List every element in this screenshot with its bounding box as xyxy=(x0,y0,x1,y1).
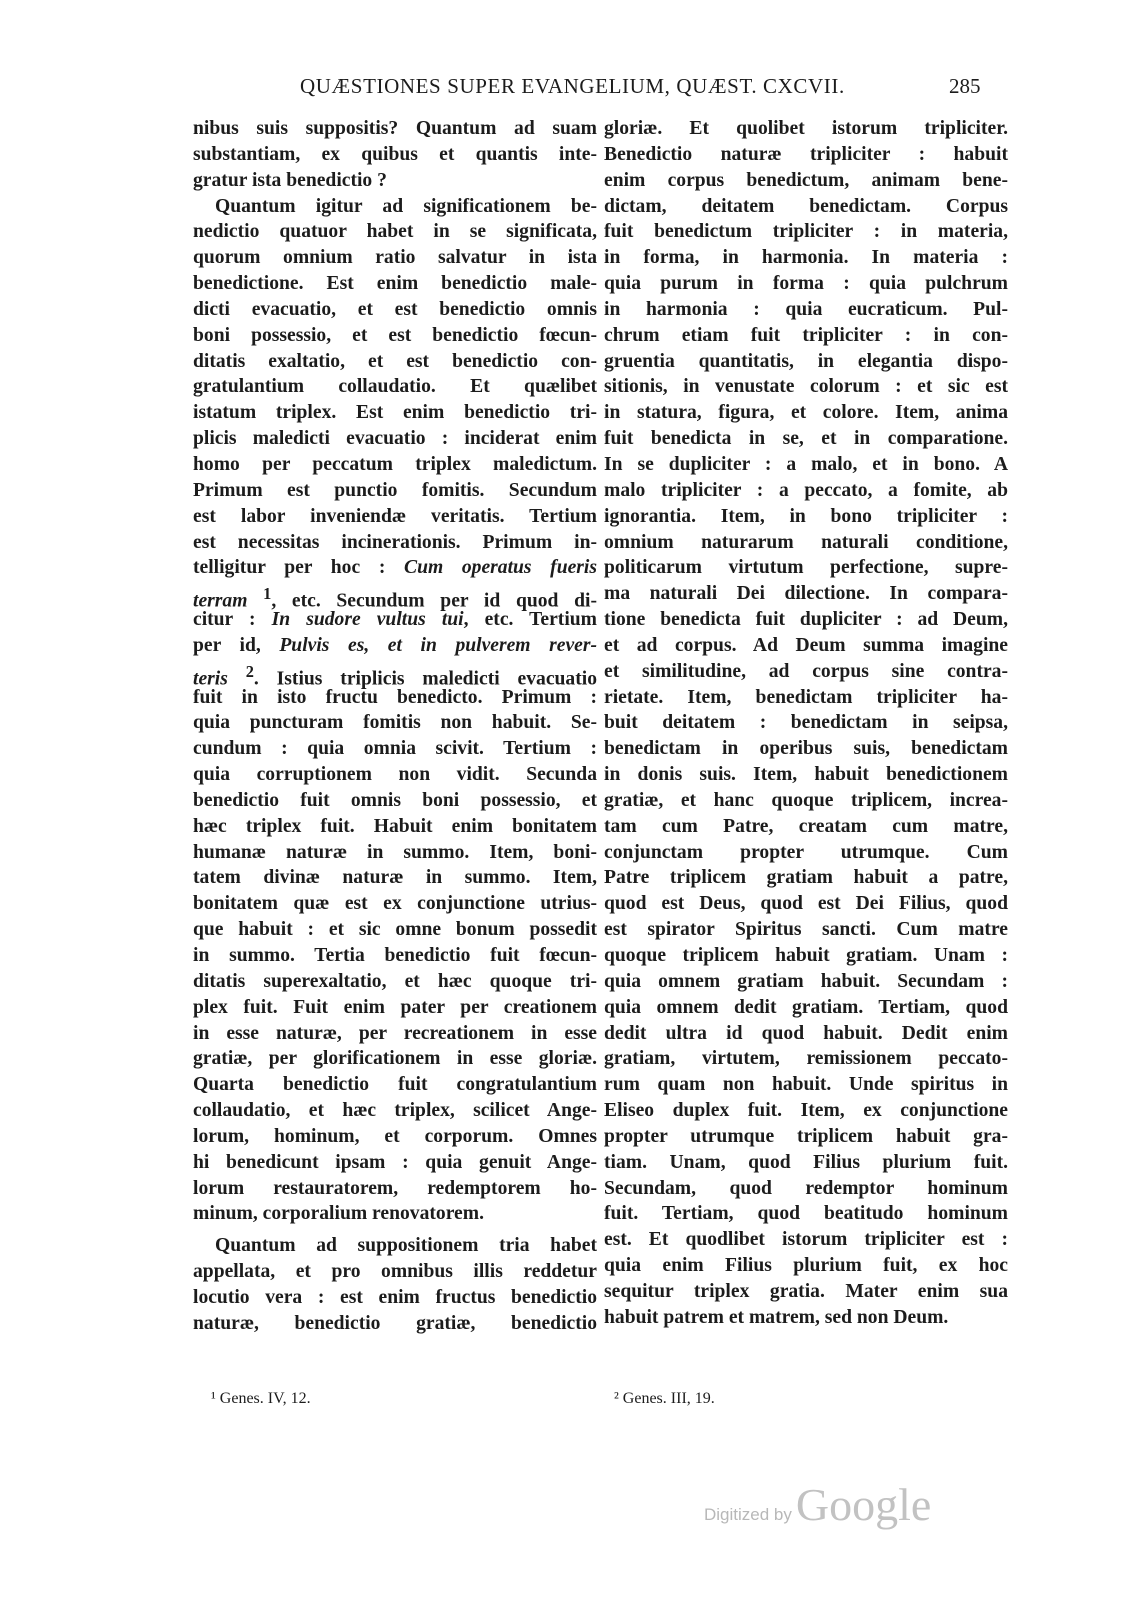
text-line: bonitatem quæ est ex conjunctione utrius- xyxy=(193,893,597,915)
text-line: est labor inveniendæ veritatis. Tertium xyxy=(193,505,597,527)
text-line: Quantum ad suppositionem tria habet xyxy=(215,1235,597,1257)
text-line: propter utrumque triplicem habuit gra- xyxy=(604,1125,1008,1147)
text-line: quoque triplicem habuit gratiam. Unam : xyxy=(604,945,1008,966)
text-line: terram $^1$, etc. Secundum per id quod di- xyxy=(193,584,598,612)
text-line: istatum triplex. Est enim benedictio tri- xyxy=(193,402,597,424)
text-line: Quantum igitur ad significationem be- xyxy=(215,195,597,217)
text-line: malo tripliciter : a peccato, a fomite, ab xyxy=(604,479,1008,501)
text-line: tam cum Patre, creatam cum matre, xyxy=(604,815,1008,837)
text-line: conjunctam propter utrumque. Cum xyxy=(604,841,1008,863)
text-line: est. Et quodlibet istorum tripliciter est : xyxy=(604,1229,1008,1251)
text-line: ignorantia. Item, in bono tripliciter : xyxy=(604,505,1008,527)
footnote-1: ¹ Genes. IV, 12. xyxy=(211,1390,311,1407)
text-line: rum quam non habuit. Unde spiritus in xyxy=(604,1074,1008,1096)
text-line: politicarum virtutum perfectione, supre- xyxy=(604,557,1008,579)
text-line: plex fuit. Fuit enim pater per creationem xyxy=(193,996,597,1018)
text-line: tione benedicta fuit dupliciter : ad Deum, xyxy=(604,609,1008,631)
text-line: boni possessio, et est benedictio fœcun- xyxy=(193,324,597,346)
text-line: Benedictio naturæ tripliciter : habuit xyxy=(604,143,1008,165)
text-line: nibus suis suppositis? Quantum ad suam xyxy=(193,118,597,139)
text-line: chrum etiam fuit tripliciter : in con- xyxy=(604,324,1008,346)
text-line: appellata, et pro omnibus illis reddetur xyxy=(193,1261,597,1283)
text-line: quia omnem gratiam habuit. Secundam : xyxy=(604,970,1008,992)
text-line: substantiam, ex quibus et quantis inte- xyxy=(193,143,597,165)
text-line: telligitur per hoc : Cum operatus fueris xyxy=(193,557,597,579)
text-line: dicti evacuatio, et est benedictio omnis xyxy=(193,298,597,320)
text-line: citur : In sudore vultus tui, etc. Tertium xyxy=(193,609,597,631)
text-line: per id, Pulvis es, et in pulverem rever- xyxy=(193,634,597,656)
google-logo: Google xyxy=(795,1479,932,1530)
text-line: in statura, figura, et colore. Item, anima xyxy=(604,402,1008,424)
text-line: Secundam, quod redemptor hominum xyxy=(604,1177,1008,1199)
text-line: gratiam, virtutem, remissionem peccato- xyxy=(604,1048,1008,1070)
text-line: collaudatio, et hæc triplex, scilicet Ange- xyxy=(193,1100,597,1122)
text-line: quorum omnium ratio salvatur in ista xyxy=(193,247,597,269)
text-line: gratiæ, et hanc quoque triplicem, increa- xyxy=(604,789,1008,811)
text-line: sitionis, in venustate colorum : et sic est xyxy=(604,376,1008,398)
text-line: quia puncturam fomitis non habuit. Se- xyxy=(193,712,597,734)
text-line: gruentia quantitatis, in elegantia dispo- xyxy=(604,350,1008,372)
text-line: in summo. Tertia benedictio fuit fœcun- xyxy=(193,945,597,966)
left-text-column xyxy=(193,116,597,1337)
text-line: fuit in isto fructu benedicto. Primum : xyxy=(193,686,597,708)
text-line: gratur ista benedictio ? xyxy=(193,169,387,191)
digitized-watermark xyxy=(704,1478,931,1531)
text-line: in harmonia : quia eucraticum. Pul- xyxy=(604,298,1008,320)
text-line: hæc triplex fuit. Habuit enim bonitatem xyxy=(193,815,597,837)
text-line: gloriæ. Et quolibet istorum tripliciter. xyxy=(604,118,1008,139)
text-line: minum, corporalium renovatorem. xyxy=(193,1203,484,1225)
text-line: omnium naturarum naturali conditione, xyxy=(604,531,1008,553)
text-line: humanæ naturæ in summo. Item, boni- xyxy=(193,841,597,863)
footnote-2: ² Genes. III, 19. xyxy=(614,1390,715,1407)
text-line: lorum, hominum, et corporum. Omnes xyxy=(193,1125,597,1147)
text-line: benedictio fuit omnis boni possessio, et xyxy=(193,789,597,811)
running-title: QUÆSTIONES SUPER EVANGELIUM, QUÆST. CXCVII. xyxy=(300,74,845,98)
text-line: et similitudine, ad corpus sine contra- xyxy=(604,660,1008,682)
text-line: tiam. Unam, quod Filius plurium fuit. xyxy=(604,1151,1008,1173)
text-line: ditatis exaltatio, et est benedictio con- xyxy=(193,350,597,372)
text-line: habuit patrem et matrem, sed non Deum. xyxy=(604,1306,949,1328)
text-line: cundum : quia omnia scivit. Tertium : xyxy=(193,738,597,760)
text-line: naturæ, benedictio gratiæ, benedictio xyxy=(193,1312,597,1334)
text-line: et ad corpus. Ad Deum summa imagine xyxy=(604,634,1008,656)
text-line: dictam, deitatem benedictam. Corpus xyxy=(604,195,1008,217)
text-line: quia purum in forma : quia pulchrum xyxy=(604,273,1008,295)
text-line: ma naturali Dei dilectione. In compara- xyxy=(604,583,1008,605)
text-line: buit deitatem : benedictam in seipsa, xyxy=(604,712,1008,734)
text-line: in esse naturæ, per recreationem in esse xyxy=(193,1022,597,1044)
text-line: In se dupliciter : a malo, et in bono. A xyxy=(604,453,1008,475)
text-line: enim corpus benedictum, animam bene- xyxy=(604,169,1008,191)
text-line: gratulantium collaudatio. Et quælibet xyxy=(193,376,597,398)
text-line: gratiæ, per glorificationem in esse gloriæ. xyxy=(193,1048,597,1070)
text-line: Quarta benedictio fuit congratulantium xyxy=(193,1074,597,1096)
running-header xyxy=(0,74,1123,110)
text-line: locutio vera : est enim fructus benedictio xyxy=(193,1286,597,1308)
text-line: que habuit : et sic omne bonum possedit xyxy=(193,919,597,941)
text-line: rietate. Item, benedictam tripliciter ha- xyxy=(604,686,1008,708)
text-line: benedictam in operibus suis, benedictam xyxy=(604,738,1008,760)
text-line: est necessitas incinerationis. Primum in- xyxy=(193,531,597,553)
text-line: nedictio quatuor habet in se significata, xyxy=(193,221,597,243)
text-line: Primum est punctio fomitis. Secundum xyxy=(193,479,597,501)
watermark-prefix: Digitized by xyxy=(704,1505,792,1524)
text-line: fuit. Tertiam, quod beatitudo hominum xyxy=(604,1203,1008,1225)
text-line: est spirator Spiritus sancti. Cum matre xyxy=(604,919,1008,941)
text-line: in donis suis. Item, habuit benedictionem xyxy=(604,764,1008,786)
text-line: quia corruptionem non vidit. Secunda xyxy=(193,764,597,786)
text-line: lorum restauratorem, redemptorem ho- xyxy=(193,1177,597,1199)
text-line: fuit benedicta in se, et in comparatione. xyxy=(604,428,1008,450)
text-line: quod est Deus, quod est Dei Filius, quod xyxy=(604,893,1008,915)
text-line: teris $^2$. Istius triplicis maledicti evacuatio xyxy=(193,661,597,690)
text-line: ditatis superexaltatio, et hæc quoque tri- xyxy=(193,970,597,992)
right-text-column xyxy=(604,116,1008,1331)
text-line: benedictione. Est enim benedictio male- xyxy=(193,273,597,295)
text-line: plicis maledicti evacuatio : inciderat enim xyxy=(193,428,597,450)
text-line: homo per peccatum triplex maledictum. xyxy=(193,453,597,475)
text-line: quia enim Filius plurium fuit, ex hoc xyxy=(604,1255,1008,1277)
text-line: Eliseo duplex fuit. Item, ex conjunctione xyxy=(604,1100,1008,1122)
page-number: 285 xyxy=(949,74,981,98)
text-line: tatem divinæ naturæ in summo. Item, xyxy=(193,867,597,889)
text-line: in forma, in harmonia. In materia : xyxy=(604,247,1008,269)
text-line: quia omnem dedit gratiam. Tertiam, quod xyxy=(604,996,1008,1018)
text-line: hi benedicunt ipsam : quia genuit Ange- xyxy=(193,1151,597,1173)
text-line: Patre triplicem gratiam habuit a patre, xyxy=(604,867,1008,889)
text-line: dedit ultra id quod habuit. Dedit enim xyxy=(604,1022,1008,1044)
text-line: fuit benedictum tripliciter : in materia, xyxy=(604,221,1008,243)
text-line: sequitur triplex gratia. Mater enim sua xyxy=(604,1280,1008,1302)
